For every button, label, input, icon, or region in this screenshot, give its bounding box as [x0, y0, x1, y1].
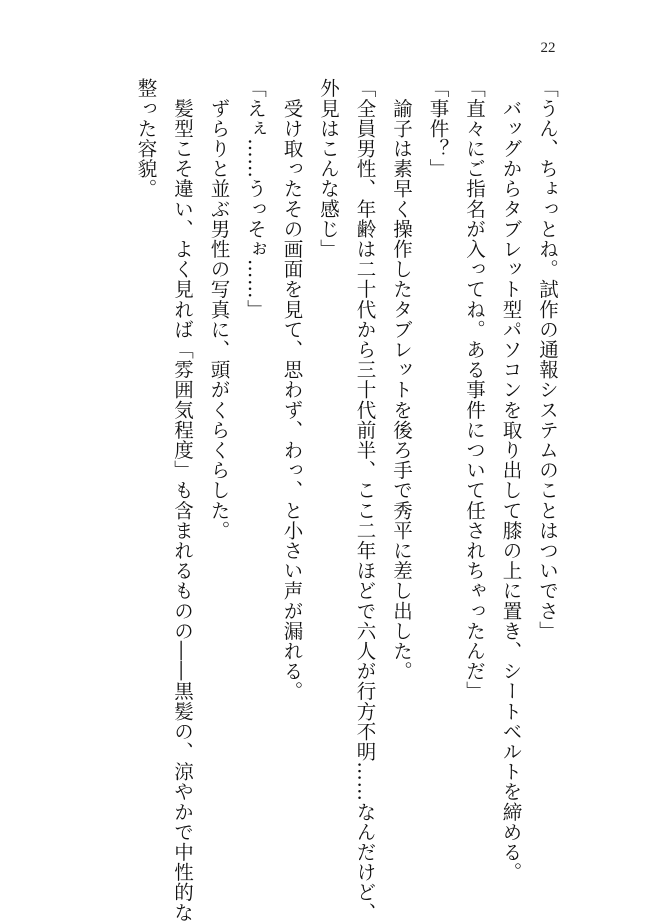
page-number: 22 [540, 40, 556, 56]
text-line-11: 髪型こそ違い、よく見れば「雰囲気程度」も含まれるものの――黒髪の、涼やかで中性的な [171, 78, 194, 922]
text-line-8: 受け取ったその画面を見て、思わず、わっ、と小さい声が漏れる。 [280, 78, 304, 702]
text-line-4: 「事件？」 [426, 78, 450, 179]
text-line-12: 整った容貌。 [134, 78, 158, 199]
body-text [85, 78, 565, 922]
text-line-1: 「うん、ちょっとね。試作の通報システムのことはついでさ」 [536, 78, 559, 641]
text-line-3: 「直々にご指名が入ってね。ある事件について任されちゃったんだ」 [463, 78, 486, 702]
text-line-7: 外見はこんな感じ」 [317, 78, 340, 259]
text-line-2: バッグからタブレット型パソコンを取り出して膝の上に置き、シートベルトを締める。 [499, 78, 523, 882]
text-line-10: ずらりと並ぶ男性の写真に、頭がくらくらした。 [207, 78, 231, 541]
text-line-9: 「えぇ……うっそぉ……」 [244, 78, 267, 320]
text-line-5: 諭子は素早く操作したタブレットを後ろ手で秀平に差し出した。 [390, 78, 413, 681]
text-line-6: 「全員男性、年齢は二十代から三十代前半、ここ二年ほどで六人が行方不明……なんだけど、 [353, 78, 377, 922]
